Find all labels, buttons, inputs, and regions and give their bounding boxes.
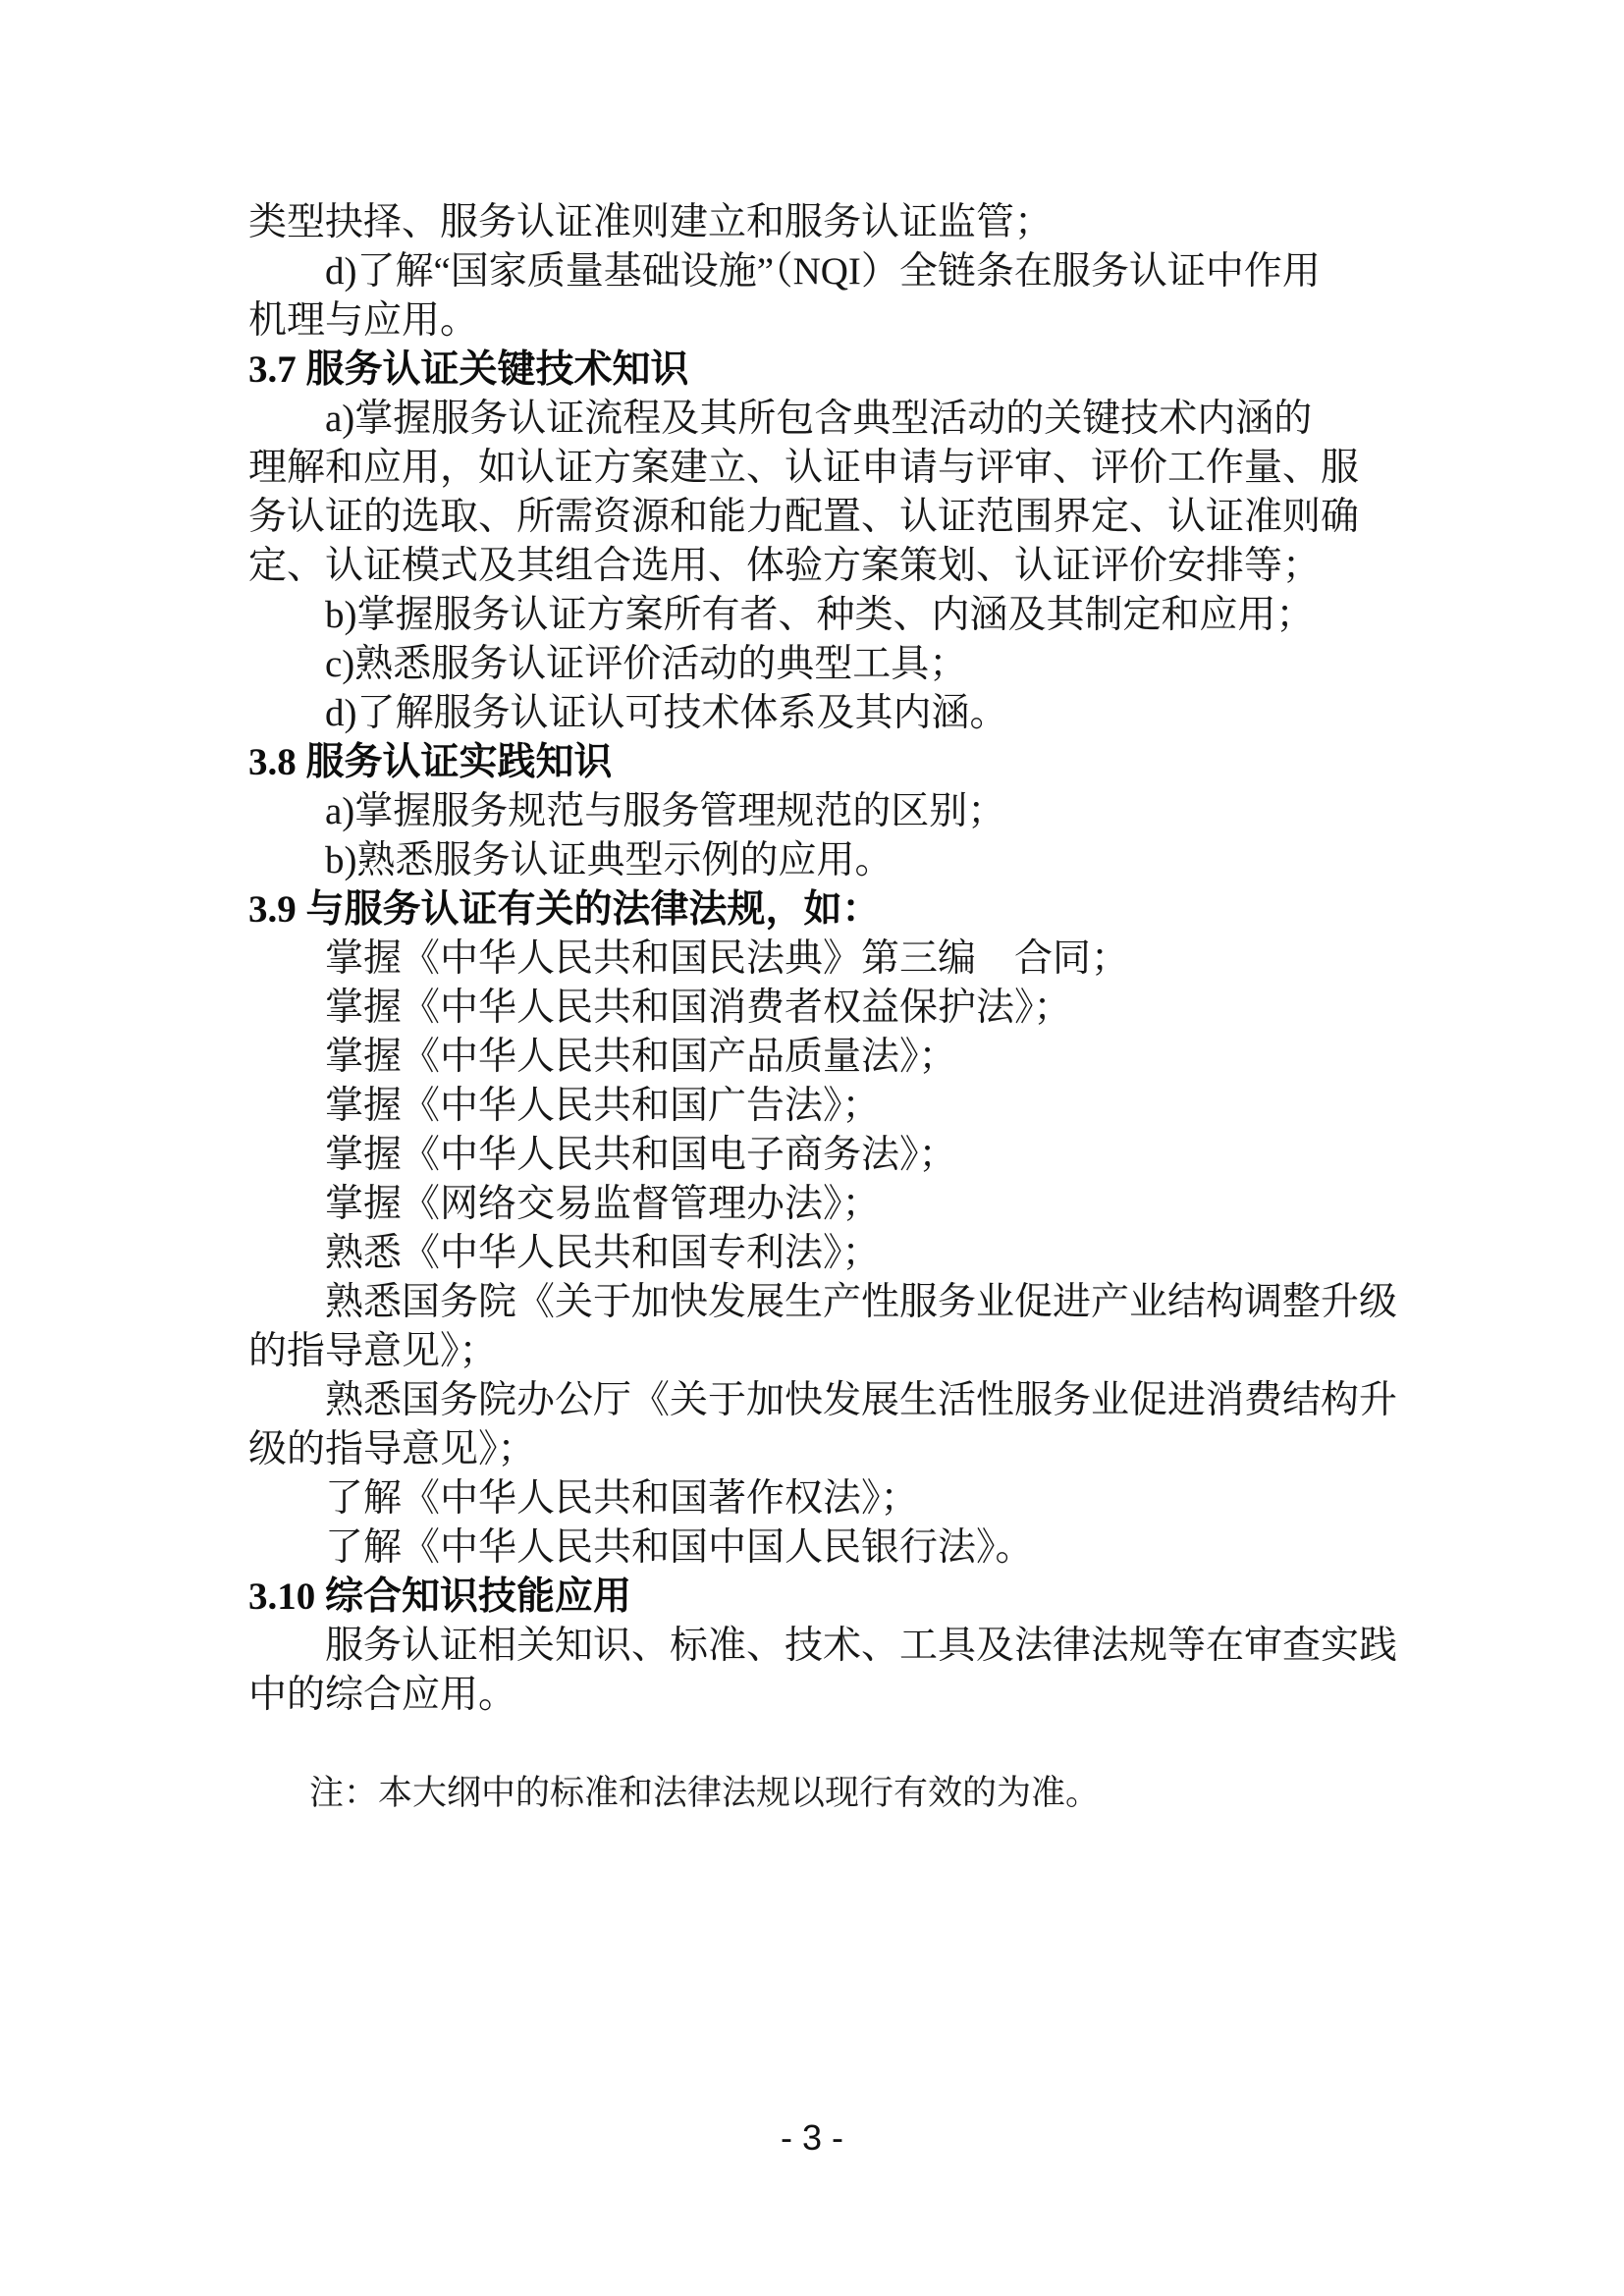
text-line: 中的综合应用。 (248, 1674, 517, 1716)
text-line: b)掌握服务认证方案所有者、种类、内涵及其制定和应用； (325, 594, 1315, 636)
text-line: 务认证的选取、所需资源和能力配置、认证范围界定、认证准则确 (248, 496, 1360, 538)
text-line: 级的指导意见》； (248, 1428, 536, 1470)
page-number: - 3 - (780, 2117, 843, 2158)
text-line: b)熟悉服务认证典型示例的应用。 (325, 839, 893, 881)
text-line: 的指导意见》； (248, 1330, 498, 1372)
text-line: 类型抉择、服务认证准则建立和服务认证监管； (248, 201, 1054, 243)
text-line: 掌握《中华人民共和国民法典》第三编 合同； (325, 937, 1130, 980)
text-line: a)掌握服务认证流程及其所包含典型活动的关键技术内涵的 (325, 398, 1313, 440)
section-heading: 3.7 服务认证关键技术知识 (248, 348, 689, 391)
text-line: 熟悉国务院《关于加快发展生产性服务业促进产业结构调整升级 (325, 1281, 1398, 1323)
text-line: 了解《中华人民共和国中国人民银行法》。 (325, 1526, 1034, 1569)
text-line: 了解《中华人民共和国著作权法》； (325, 1477, 919, 1520)
text-line: d)了解服务认证认可技术体系及其内涵。 (325, 692, 1008, 734)
text-line: 掌握《中华人民共和国电子商务法》； (325, 1134, 957, 1176)
footnote: 注：本大纲中的标准和法律法规以现行有效的为准。 (309, 1774, 1101, 1812)
section-heading: 3.9 与服务认证有关的法律法规，如： (248, 888, 881, 931)
text-line: 掌握《网络交易监督管理办法》； (325, 1183, 881, 1225)
text-line: 掌握《中华人民共和国广告法》； (325, 1085, 881, 1127)
text-line: 机理与应用。 (248, 299, 479, 342)
text-line: a)掌握服务规范与服务管理规范的区别； (325, 790, 1006, 832)
text-line: 理解和应用，如认证方案建立、认证申请与评审、评价工作量、服 (248, 447, 1360, 489)
document-text (248, 198, 1427, 1818)
text-line: 掌握《中华人民共和国产品质量法》； (325, 1036, 957, 1078)
text-line: 熟悉《中华人民共和国专利法》； (325, 1232, 881, 1274)
section-heading: 3.10 综合知识技能应用 (248, 1575, 632, 1618)
text-line: d)了解“国家质量基础设施”（NQI）全链条在服务认证中作用 (325, 250, 1321, 293)
text-line: 熟悉国务院办公厅《关于加快发展生活性服务业促进消费结构升 (325, 1379, 1398, 1421)
text-line: 服务认证相关知识、标准、技术、工具及法律法规等在审查实践 (325, 1625, 1398, 1667)
text-line: 掌握《中华人民共和国消费者权益保护法》； (325, 987, 1072, 1029)
section-heading: 3.8 服务认证实践知识 (248, 741, 613, 783)
text-line: 定、认证模式及其组合选用、体验方案策划、认证评价安排等； (248, 545, 1322, 587)
text-line: c)熟悉服务认证评价活动的典型工具； (325, 643, 968, 685)
